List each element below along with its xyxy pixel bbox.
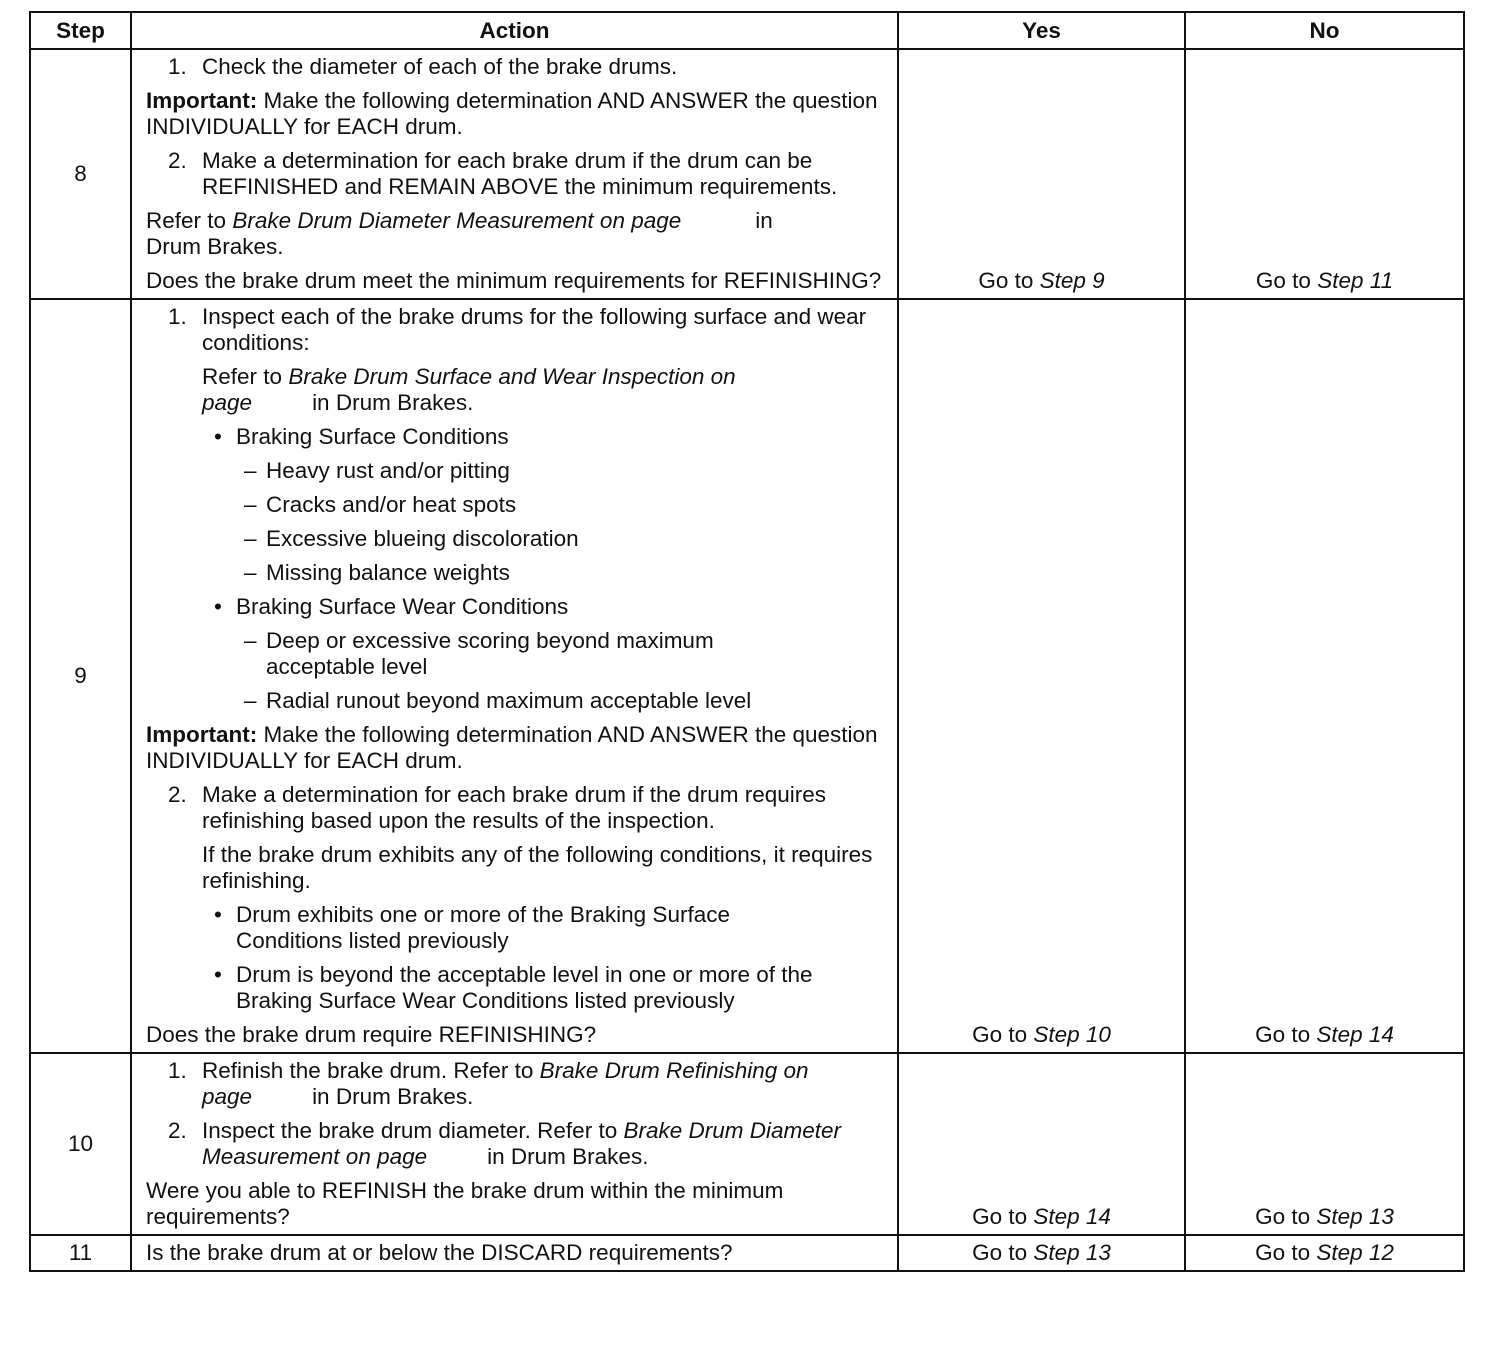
go-to-text: Go to: [1255, 1022, 1311, 1047]
no-cell: [1185, 1053, 1464, 1235]
important-label: Important:: [146, 88, 258, 113]
list-item: [168, 54, 887, 80]
item-text: Check the diameter of each of the brake drums.: [202, 54, 678, 79]
table-row: [30, 1053, 1464, 1235]
go-to-text: Go to: [972, 1240, 1028, 1265]
bullet-item: [214, 424, 887, 450]
condition-text: Missing balance weights: [266, 560, 510, 585]
go-to-text: Go to: [1255, 1240, 1311, 1265]
important-text: Make the following determination AND ANSWER the question INDIVIDUALLY for EACH drum.: [146, 722, 878, 773]
question-text: Does the brake drum require REFINISHING?: [146, 1022, 597, 1047]
item-text: [202, 1118, 887, 1170]
dash-item: [244, 628, 887, 680]
dash-icon: –: [244, 560, 257, 585]
drum-brakes-text: Drum Brakes.: [146, 234, 284, 259]
step-number: 9: [30, 299, 131, 1053]
step-number: 10: [30, 1053, 131, 1235]
bullet-icon: •: [214, 962, 222, 987]
yes-cell: [898, 299, 1185, 1053]
list-item: [168, 304, 887, 356]
dash-icon: –: [244, 688, 257, 713]
bullet-text: Drum is beyond the acceptable level in one or more of the Braking Surface Wear Conditions listed previously: [236, 962, 813, 1013]
no-step-link[interactable]: Step 14: [1316, 1022, 1394, 1047]
list-item: [168, 1118, 887, 1170]
no-step-link[interactable]: Step 12: [1316, 1240, 1394, 1265]
item-pre-text: Refinish the brake drum. Refer to: [202, 1058, 534, 1083]
header-no: No: [1185, 12, 1464, 49]
item-pre-text: Inspect the brake drum diameter. Refer to: [202, 1118, 618, 1143]
item-text: Make a determination for each brake drum if the drum requires refinishing based upon the results of the inspection.: [202, 782, 827, 833]
action-cell: [131, 1235, 898, 1271]
important-label: Important:: [146, 722, 258, 747]
refer-to-text: Refer to: [146, 208, 227, 233]
header-step: Step: [30, 12, 131, 49]
bullet-text: Drum exhibits one or more of the Braking Surface Conditions listed previously: [236, 902, 730, 953]
header-row: [30, 12, 1464, 49]
dash-icon: –: [244, 628, 257, 653]
no-step-link[interactable]: Step 11: [1317, 268, 1394, 293]
important-note: [146, 722, 887, 774]
item-text: Inspect each of the brake drums for the following surface and wear conditions:: [202, 304, 867, 355]
yes-cell: [898, 1235, 1185, 1271]
diagnostic-table: [29, 11, 1465, 1272]
table-row: [30, 1235, 1464, 1271]
no-step-link[interactable]: Step 13: [1316, 1204, 1394, 1229]
yes-step-link[interactable]: Step 14: [1033, 1204, 1111, 1229]
go-to-text: Go to: [972, 1022, 1028, 1047]
reference-link[interactable]: Brake Drum Surface and Wear Inspection on: [288, 364, 736, 389]
group-title: Braking Surface Wear Conditions: [236, 594, 569, 619]
bullet-icon: •: [214, 902, 222, 927]
sub-note: If the brake drum exhibits any of the following conditions, it requires refinishing.: [202, 842, 873, 893]
dash-item: [244, 688, 887, 714]
reference-link[interactable]: Brake Drum Refinishing on: [539, 1058, 809, 1083]
item-number: 1.: [168, 1058, 187, 1083]
reference-note: [202, 364, 887, 416]
page-text: page: [202, 1084, 253, 1109]
in-drum-brakes-text: in Drum Brakes.: [312, 1084, 474, 1109]
go-to-text: Go to: [972, 1204, 1028, 1229]
question-text: Is the brake drum at or below the DISCARD requirements?: [146, 1240, 733, 1265]
dash-icon: –: [244, 458, 257, 483]
question-text: Does the brake drum meet the minimum requirements for REFINISHING?: [146, 268, 882, 293]
reference-link[interactable]: Brake Drum Diameter Measurement on page: [202, 1118, 842, 1169]
no-cell: [1185, 1235, 1464, 1271]
item-text: [202, 1058, 887, 1110]
important-note: [146, 88, 887, 140]
yes-cell: [898, 49, 1185, 299]
list-item: [168, 782, 887, 834]
dash-icon: –: [244, 526, 257, 551]
bullet-item: [214, 902, 887, 954]
yes-step-link[interactable]: Step 13: [1033, 1240, 1111, 1265]
item-number: 2.: [168, 1118, 187, 1143]
yes-step-link[interactable]: Step 10: [1033, 1022, 1111, 1047]
bullet-icon: •: [214, 424, 222, 449]
in-text: in: [755, 208, 773, 233]
go-to-text: Go to: [1255, 1204, 1311, 1229]
group-title: Braking Surface Conditions: [236, 424, 509, 449]
condition-text: Heavy rust and/or pitting: [266, 458, 510, 483]
step-number: 11: [30, 1235, 131, 1271]
refer-to-text: Refer to: [202, 364, 283, 389]
page-text: page: [202, 390, 253, 415]
yes-step-link[interactable]: Step 9: [1039, 268, 1105, 293]
condition-text: Cracks and/or heat spots: [266, 492, 517, 517]
go-to-text: Go to: [1255, 268, 1311, 293]
reference-link[interactable]: Brake Drum Diameter Measurement on page: [232, 208, 682, 233]
condition-text: Excessive blueing discoloration: [266, 526, 579, 551]
bullet-item: [214, 594, 887, 620]
action-cell: [131, 299, 898, 1053]
go-to-text: Go to: [978, 268, 1034, 293]
item-text: Make a determination for each brake drum if the drum can be REFINISHED and REMAIN ABOVE the minimum requirements.: [202, 148, 838, 199]
dash-item: [244, 526, 887, 552]
dash-item: [244, 560, 887, 586]
yes-cell: [898, 1053, 1185, 1235]
dash-icon: –: [244, 492, 257, 517]
condition-text: Deep or excessive scoring beyond maximum acceptable level: [266, 628, 714, 679]
no-cell: [1185, 299, 1464, 1053]
dash-item: [244, 492, 887, 518]
in-drum-brakes-text: in Drum Brakes.: [312, 390, 474, 415]
question-text: Were you able to REFINISH the brake drum within the minimum requirements?: [146, 1178, 784, 1229]
action-cell: [131, 1053, 898, 1235]
reference-note: [146, 208, 887, 260]
item-number: 2.: [168, 782, 187, 807]
in-drum-brakes-text: in Drum Brakes.: [487, 1144, 649, 1169]
header-action: Action: [131, 12, 898, 49]
table-row: [30, 49, 1464, 299]
no-cell: [1185, 49, 1464, 299]
condition-text: Radial runout beyond maximum acceptable level: [266, 688, 752, 713]
bullet-icon: •: [214, 594, 222, 619]
table-row: [30, 299, 1464, 1053]
important-text: Make the following determination AND ANSWER the question INDIVIDUALLY for EACH drum.: [146, 88, 878, 139]
item-number: 1.: [168, 304, 187, 329]
list-item: [168, 1058, 887, 1110]
dash-item: [244, 458, 887, 484]
item-number: 1.: [168, 54, 187, 79]
item-number: 2.: [168, 148, 187, 173]
header-yes: Yes: [898, 12, 1185, 49]
list-item: [168, 148, 887, 200]
step-number: 8: [30, 49, 131, 299]
action-cell: [131, 49, 898, 299]
bullet-item: [214, 962, 887, 1014]
